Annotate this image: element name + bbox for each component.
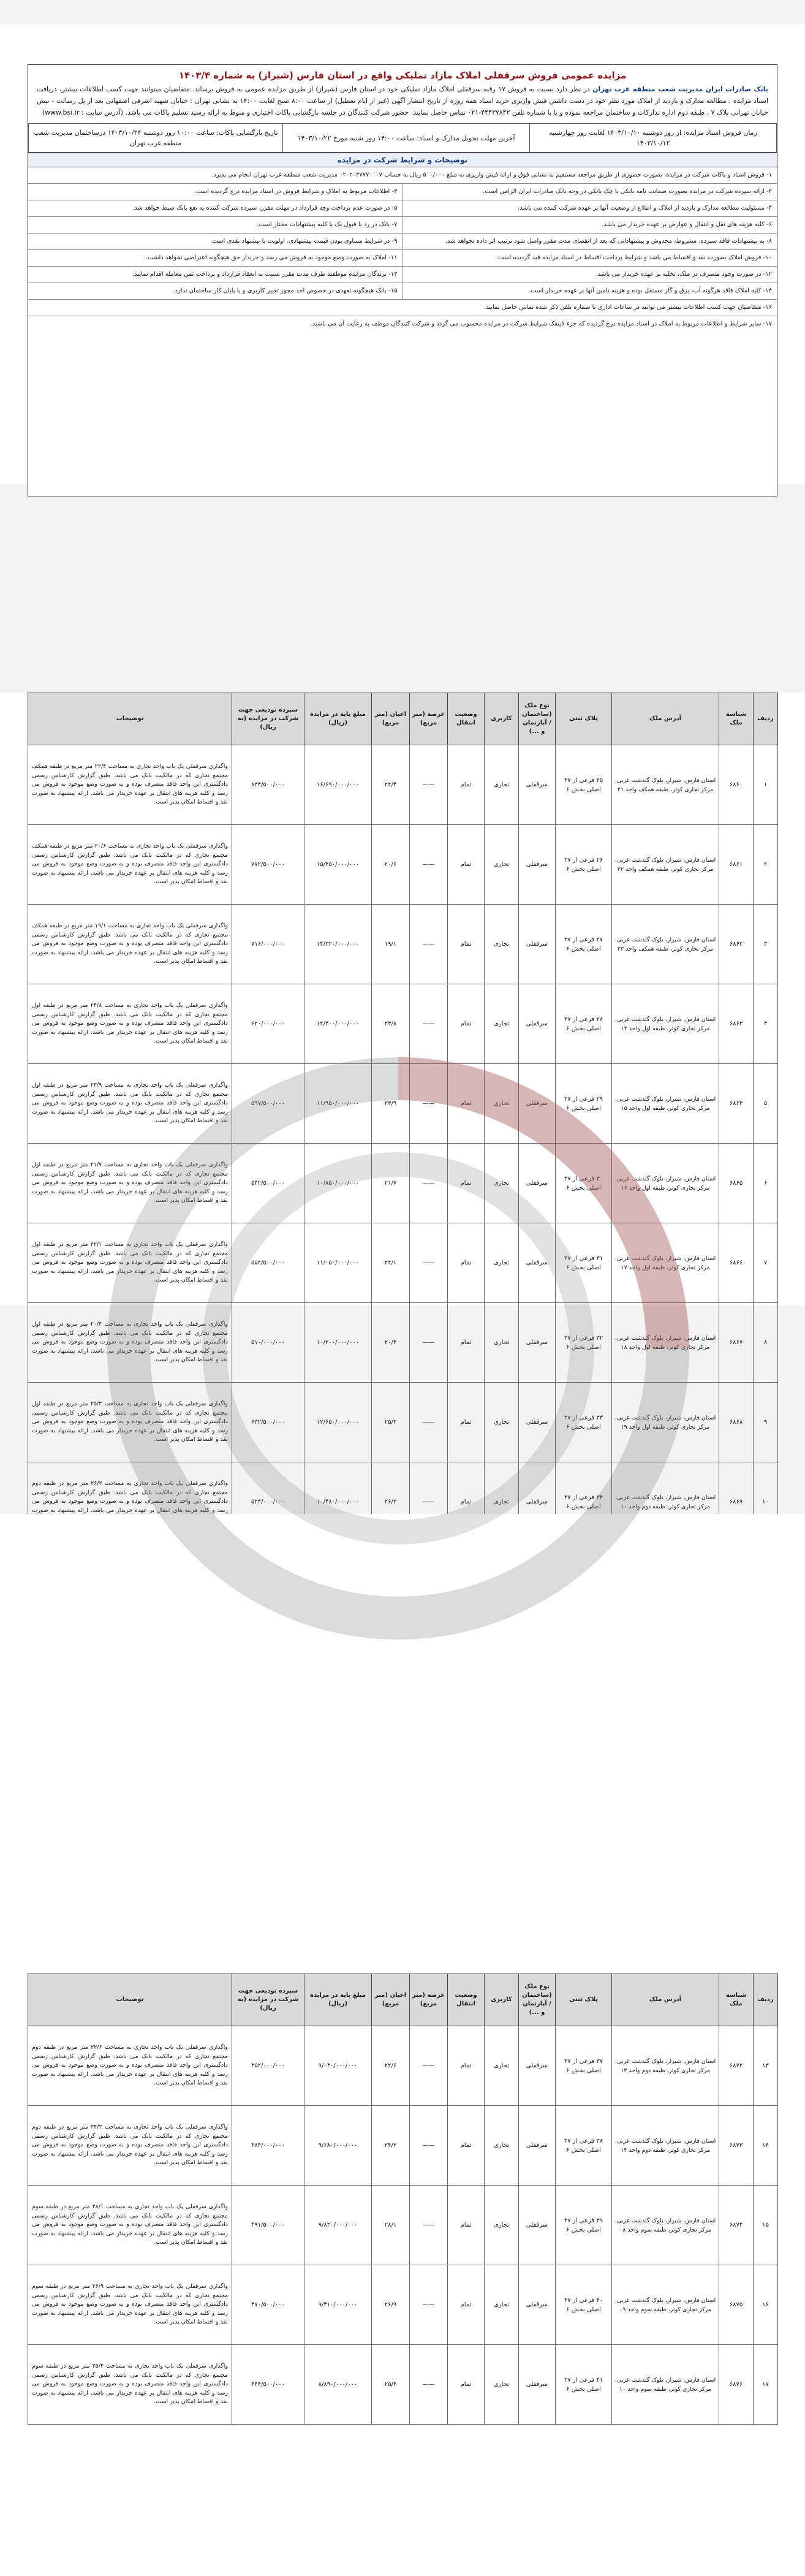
cell-deed: ۳۱ فرعی از ۳۷ اصلی بخش ۶	[556, 1223, 612, 1303]
cell-area-land: ——	[410, 1223, 448, 1303]
cell-doc: تمام	[448, 745, 485, 825]
cell-deed: ۴۱ فرعی از ۳۷ اصلی بخش ۶	[556, 2345, 612, 2425]
cell-doc: تمام	[448, 1462, 485, 1542]
cell-description: واگذاری سرقفلی یک باب واحد تجاری به مساحت ۱۹/۱ متر مربع در طبقه همکف مجتمع تجاری که در مالکیت بانک می باشد. طبق گزارش کارشناس رسمی دادگستری این واحد فاقد متصرف بوده و به صورت وضع موجود به فروش می رسد و کلیه هزینه های انتقال بر عهده خریدار می باشد. ارائه پیشنهاد به صورت نقد و اقساط امکان پذیر است.	[28, 905, 232, 984]
cell-deposit: ۷۷۲/۵۰۰/۰۰۰	[232, 825, 304, 905]
notes-row	[28, 217, 777, 234]
cell-description: واگذاری سرقفلی یک باب واحد تجاری به مساحت ۲۸/۱ متر مربع در طبقه سوم مجتمع تجاری که در مالکیت بانک می باشد. طبق گزارش کارشناس رسمی دادگستری این واحد فاقد متصرف بوده و به صورت وضع موجود به فروش می رسد و کلیه هزینه های انتقال بر عهده خریدار می باشد. ارائه پیشنهاد به صورت نقد و اقساط امکان پذیر است.	[28, 2186, 232, 2265]
cell-area-building: ۲۲/۴	[372, 745, 410, 825]
cell-deed: ۳۴ فرعی از ۳۷ اصلی بخش ۶	[556, 1462, 612, 1542]
column-header-area-building: اعیان (متر مربع)	[372, 693, 410, 745]
listing-header-row	[28, 1974, 778, 2026]
listing-table-part-2	[28, 1974, 778, 2425]
cell-area-building: ۲۵/۳	[372, 1383, 410, 1462]
table-row	[28, 2186, 778, 2265]
column-header-type: نوع ملک (ساختمان / آپارتمان و ...)	[519, 693, 556, 745]
announcement-title: مزایده عمومی فروش سرقفلی املاک مازاد تملیکی واقع در استان فارس (شیراز) به شماره ۱۴۰۳/۴	[178, 70, 627, 81]
note-6: ۶- کلیه هزینه های نقل و انتقال و عوارض بر عهده خریدار می باشد.	[402, 217, 777, 233]
deadline-value: ساعت ۱۴:۰۰ روز شنبه مورخ ۱۴۰۳/۱۰/۲۲	[297, 134, 415, 142]
cell-description: واگذاری سرقفلی یک باب واحد تجاری به مساحت ۲۱/۷ متر مربع در طبقه اول مجتمع تجاری که در مالکیت بانک می باشد. طبق گزارش کارشناس رسمی دادگستری این واحد فاقد متصرف بوده و به صورت وضع موجود به فروش می رسد و کلیه هزینه های انتقال بر عهده خریدار می باشد. ارائه پیشنهاد به صورت نقد و اقساط امکان پذیر است.	[28, 1144, 232, 1223]
cell-area-land: ——	[410, 1462, 448, 1542]
opening-label: تاریخ بازگشایی پاکات:	[216, 129, 278, 137]
notes-list	[28, 167, 777, 332]
cell-area-land: ——	[410, 1064, 448, 1144]
cell-area-building: ۲۶/۹	[372, 2265, 410, 2345]
cell-doc: تمام	[448, 2106, 485, 2186]
cell-code: ۶۸۶۹	[719, 1462, 754, 1542]
cell-base-price: ۱۲/۶۵۰/۰۰۰/۰۰۰	[304, 1383, 372, 1462]
table-row	[28, 1144, 778, 1223]
cell-base-price: ۱۲/۴۰۰/۰۰۰/۰۰۰	[304, 984, 372, 1064]
note-14: ۱۴- کلیه املاک فاقد هرگونه آب، برق و گاز مستقل بوده و هزینه تامین آنها بر عهده خریدار است.	[402, 283, 777, 299]
cell-address: استان فارس، شیراز، بلوک گلدشت غربی، مرکز تجاری کوثر، طبقه سوم واحد ۰۹	[612, 2265, 719, 2345]
cell-row: ۲	[754, 825, 778, 905]
cell-usage: تجاری	[485, 1144, 519, 1223]
cell-description: واگذاری سرقفلی یک باب واحد تجاری به مساحت ۲۶/۹ متر مربع در طبقه سوم مجتمع تجاری که در مالکیت بانک می باشد. طبق گزارش کارشناس رسمی دادگستری این واحد فاقد متصرف بوده و به صورت وضع موجود به فروش می رسد و کلیه هزینه های انتقال بر عهده خریدار می باشد. ارائه پیشنهاد به صورت نقد و اقساط امکان پذیر است.	[28, 2265, 232, 2345]
cell-code: ۶۸۶۳	[719, 984, 754, 1064]
cell-usage: تجاری	[485, 1064, 519, 1144]
cell-doc: تمام	[448, 1223, 485, 1303]
column-header-deposit: سپرده تودیعی جهت شرکت در مزایده (به ریال)	[232, 1974, 304, 2026]
listing-header-row	[28, 693, 778, 745]
cell-code: ۶۸۷۶	[719, 2345, 754, 2425]
sale-period-value: از روز دوشنبه ۱۴۰۳/۱۰/۱۰ لغایت روز چهارشنبه ۱۴۰۳/۱۰/۱۲	[549, 129, 682, 147]
cell-area-building: ۲۲/۱	[372, 1223, 410, 1303]
table-row	[28, 1383, 778, 1462]
cell-deposit: ۴۸۴/۰۰۰/۰۰۰	[232, 2106, 304, 2186]
cell-base-price: ۱۱/۰۵۰/۰۰۰/۰۰۰	[304, 1223, 372, 1303]
cell-row: ۱۳	[754, 2026, 778, 2106]
cell-description: واگذاری سرقفلی یک باب واحد تجاری به مساحت ۲۴/۲ متر مربع در طبقه دوم مجتمع تجاری که در مالکیت بانک می باشد. طبق گزارش کارشناس رسمی دادگستری این واحد فاقد متصرف بوده و به صورت وضع موجود به فروش می رسد و کلیه هزینه های انتقال بر عهده خریدار می باشد. ارائه پیشنهاد به صورت نقد و اقساط امکان پذیر است.	[28, 2106, 232, 2186]
cell-deposit: ۵۱۰/۰۰۰/۰۰۰	[232, 1303, 304, 1383]
schedule-table	[28, 123, 777, 153]
listing-table-wrap	[28, 1974, 778, 2425]
cell-base-price: ۹/۴۱۰/۰۰۰/۰۰۰	[304, 2265, 372, 2345]
cell-description: واگذاری سرقفلی یک باب واحد تجاری به مساحت ۲۴/۸ متر مربع در طبقه اول مجتمع تجاری که در مالکیت بانک می باشد. طبق گزارش کارشناس رسمی دادگستری این واحد فاقد متصرف بوده و به صورت وضع موجود به فروش می رسد و کلیه هزینه های انتقال بر عهده خریدار می باشد. ارائه پیشنهاد به صورت نقد و اقساط امکان پذیر است.	[28, 984, 232, 1064]
table-row	[28, 1064, 778, 1144]
column-header-usage: کاربری	[485, 693, 519, 745]
page-3	[0, 1514, 805, 2576]
cell-deposit: ۴۹۱/۵۰۰/۰۰۰	[232, 2186, 304, 2265]
cell-usage: تجاری	[485, 905, 519, 984]
cell-code: ۶۸۶۵	[719, 1144, 754, 1223]
column-header-type: نوع ملک (ساختمان / آپارتمان و ...)	[519, 1974, 556, 2026]
cell-base-price: ۱۰/۴۸۰/۰۰۰/۰۰۰	[304, 1462, 372, 1542]
cell-base-price: ۹/۰۴۰/۰۰۰/۰۰۰	[304, 2026, 372, 2106]
cell-type: سرقفلی	[519, 2265, 556, 2345]
cell-address: استان فارس، شیراز، بلوک گلدشت غربی، مرکز تجاری کوثر، طبقه اول واحد ۱۴	[612, 984, 719, 1064]
cell-usage: تجاری	[485, 2026, 519, 2106]
cell-type: سرقفلی	[519, 984, 556, 1064]
cell-address: استان فارس، شیراز، بلوک گلدشت غربی، مرکز تجاری کوثر، طبقه همکف واحد ۲۱	[612, 745, 719, 825]
cell-code: ۶۸۷۵	[719, 2265, 754, 2345]
cell-code: ۶۸۶۲	[719, 905, 754, 984]
cell-type: سرقفلی	[519, 1223, 556, 1303]
notes-row	[28, 200, 777, 217]
cell-type: سرقفلی	[519, 1064, 556, 1144]
cell-address: استان فارس، شیراز، بلوک گلدشت غربی، مرکز تجاری کوثر، طبقه سوم واحد ۱۰	[612, 2345, 719, 2425]
column-header-doc: وضعیت انتقال	[448, 693, 485, 745]
table-row	[28, 984, 778, 1064]
page-2	[0, 693, 805, 1514]
cell-usage: تجاری	[485, 1462, 519, 1542]
note-1: ۱- فروش اسناد و پاکات شرکت در مزایده، بصورت حضوری از طریق مراجعه مستقیم به نشانی فوق و ارائه فیش واریزی به مبلغ ۵۰۰/۰۰۰ ریال به حساب ۰۲۰۲۰۳۷۷۷۰۰۰۷ مدیریت شعب منطقه غرب تهران انجام می پذیرد.	[28, 167, 777, 184]
cell-deed: ۳۷ فرعی از ۳۷ اصلی بخش ۶	[556, 2026, 612, 2106]
cell-code: ۶۸۶۰	[719, 745, 754, 825]
cell-area-building: ۲۱/۷	[372, 1144, 410, 1223]
cell-deposit: ۵۹۷/۵۰۰/۰۰۰	[232, 1064, 304, 1144]
cell-area-building: ۲۰/۴	[372, 1303, 410, 1383]
cell-row: ۷	[754, 1223, 778, 1303]
deadline-label: آخرین مهلت تحویل مدارک و اسناد:	[417, 134, 515, 142]
cell-type: سرقفلی	[519, 2345, 556, 2425]
cell-description: واگذاری سرقفلی یک باب واحد تجاری به مساحت ۲۶/۲ متر مربع در طبقه دوم مجتمع تجاری که در مالکیت بانک می باشد. طبق گزارش کارشناس رسمی دادگستری این واحد فاقد متصرف بوده و به صورت وضع موجود به فروش می رسد و کلیه هزینه های انتقال بر عهده خریدار می باشد. ارائه پیشنهاد به صورت	[28, 1462, 232, 1542]
cell-deed: ۳۳ فرعی از ۳۷ اصلی بخش ۶	[556, 1383, 612, 1462]
note-12: ۱۲- در صورت وجود متصرف در ملک، تخلیه بر عهده خریدار می باشد.	[402, 267, 777, 283]
cell-code: ۶۸۶۷	[719, 1303, 754, 1383]
cell-doc: تمام	[448, 2186, 485, 2265]
notes-row	[28, 234, 777, 250]
cell-code: ۶۸۷۲	[719, 2026, 754, 2106]
cell-area-land: ——	[410, 2106, 448, 2186]
table-row	[28, 2345, 778, 2425]
cell-area-building: ۲۶/۲	[372, 1462, 410, 1542]
column-header-area-land: عرصه (متر مربع)	[410, 693, 448, 745]
cell-deposit: ۵۵۲/۵۰۰/۰۰۰	[232, 1223, 304, 1303]
cell-deed: ۲۷ فرعی از ۳۷ اصلی بخش ۶	[556, 905, 612, 984]
announcement-frame	[28, 64, 777, 496]
cell-doc: تمام	[448, 2026, 485, 2106]
table-row	[28, 745, 778, 825]
cell-doc: تمام	[448, 1144, 485, 1223]
cell-code: ۶۸۶۶	[719, 1223, 754, 1303]
cell-doc: تمام	[448, 984, 485, 1064]
notes-row	[28, 184, 777, 200]
column-header-description: توضیحات	[28, 693, 232, 745]
cell-usage: تجاری	[485, 2265, 519, 2345]
cell-deposit: ۵۲۴/۰۰۰/۰۰۰	[232, 1462, 304, 1542]
note-9: ۹- در شرایط مساوی بودن قیمت پیشنهادی، اولویت با پیشنهاد نقدی است.	[210, 238, 398, 245]
cell-deed: ۳۰ فرعی از ۳۷ اصلی بخش ۶	[556, 1144, 612, 1223]
cell-type: سرقفلی	[519, 825, 556, 905]
cell-type: سرقفلی	[519, 745, 556, 825]
cell-area-building: ۱۹/۱	[372, 905, 410, 984]
announcement-intro	[28, 83, 777, 123]
cell-type: سرقفلی	[519, 1303, 556, 1383]
cell-usage: تجاری	[485, 1223, 519, 1303]
cell-area-land: ——	[410, 825, 448, 905]
cell-area-land: ——	[410, 905, 448, 984]
cell-area-building: ۲۲/۶	[372, 2026, 410, 2106]
cell-type: سرقفلی	[519, 905, 556, 984]
note-10: ۱۰- فروش املاک بصورت نقد و اقساط می باشد و شرایط پرداخت اقساط در اسناد مزایده قید گردیده است.	[402, 250, 777, 266]
cell-row: ۱	[754, 745, 778, 825]
cell-deposit: ۸۳۴/۵۰۰/۰۰۰	[232, 745, 304, 825]
deadline-cell	[283, 124, 530, 153]
column-header-doc: وضعیت انتقال	[448, 1974, 485, 2026]
cell-description: واگذاری سرقفلی یک باب واحد تجاری به مساحت ۲۵/۴ متر مربع در طبقه سوم مجتمع تجاری که در مالکیت بانک می باشد. طبق گزارش کارشناس رسمی دادگستری این واحد فاقد متصرف بوده و به صورت وضع موجود به فروش می رسد و کلیه هزینه های انتقال بر عهده خریدار می باشد. ارائه پیشنهاد به صورت نقد و اقساط امکان پذیر است.	[28, 2345, 232, 2425]
column-header-address: آدرس ملک	[612, 693, 719, 745]
notes-row	[28, 267, 777, 283]
cell-deposit: ۴۵۲/۰۰۰/۰۰۰	[232, 2026, 304, 2106]
cell-description: واگذاری سرقفلی یک باب واحد تجاری به مساحت ۲۰/۴ متر مربع در طبقه اول مجتمع تجاری که در مالکیت بانک می باشد. طبق گزارش کارشناس رسمی دادگستری این واحد فاقد متصرف بوده و به صورت وضع موجود به فروش می رسد و کلیه هزینه های انتقال بر عهده خریدار می باشد. ارائه پیشنهاد به صورت نقد و اقساط امکان پذیر است.	[28, 1303, 232, 1383]
cell-deed: ۲۸ فرعی از ۳۷ اصلی بخش ۶	[556, 984, 612, 1064]
cell-deposit: ۵۴۲/۵۰۰/۰۰۰	[232, 1144, 304, 1223]
cell-usage: تجاری	[485, 1303, 519, 1383]
cell-row: ۵	[754, 1064, 778, 1144]
cell-area-building: ۲۴/۲	[372, 2106, 410, 2186]
cell-base-price: ۱۵/۴۵۰/۰۰۰/۰۰۰	[304, 825, 372, 905]
cell-deposit: ۶۳۲/۵۰۰/۰۰۰	[232, 1383, 304, 1462]
cell-type: سرقفلی	[519, 1144, 556, 1223]
cell-type: سرقفلی	[519, 2106, 556, 2186]
cell-usage: تجاری	[485, 745, 519, 825]
cell-base-price: ۱۴/۳۲۰/۰۰۰/۰۰۰	[304, 905, 372, 984]
cell-doc: تمام	[448, 2265, 485, 2345]
column-header-base-price: مبلغ پایه در مزایده (ریال)	[304, 1974, 372, 2026]
table-row	[28, 1303, 778, 1383]
cell-deed: ۲۵ فرعی از ۳۷ اصلی بخش ۶	[556, 745, 612, 825]
cell-row: ۱۷	[754, 2345, 778, 2425]
column-header-usage: کاربری	[485, 1974, 519, 2026]
cell-usage: تجاری	[485, 2186, 519, 2265]
bank-name: بانک صادرات ایران مدیریت شعب منطقه غرب تهران	[592, 85, 769, 93]
note-2: ۲- ارائه سپرده شرکت در مزایده بصورت ضمانت نامه بانکی یا چک بانکی در وجه بانک صادرات ایران الزامی است.	[402, 184, 777, 200]
cell-area-land: ——	[410, 2186, 448, 2265]
cell-code: ۶۸۷۳	[719, 2106, 754, 2186]
column-header-base-price: مبلغ پایه در مزایده (ریال)	[304, 693, 372, 745]
column-header-deposit: سپرده تودیعی جهت شرکت در مزایده (به ریال)	[232, 693, 304, 745]
cell-code: ۶۸۷۴	[719, 2186, 754, 2265]
table-row	[28, 2026, 778, 2106]
cell-base-price: ۱۰/۸۵۰/۰۰۰/۰۰۰	[304, 1144, 372, 1223]
column-header-area-land: عرصه (متر مربع)	[410, 1974, 448, 2026]
table-row	[28, 825, 778, 905]
cell-address: استان فارس، شیراز، بلوک گلدشت غربی، مرکز تجاری کوثر، طبقه اول واحد ۱۷	[612, 1223, 719, 1303]
cell-row: ۱۵	[754, 2186, 778, 2265]
cell-base-price: ۱۱/۹۵۰/۰۰۰/۰۰۰	[304, 1064, 372, 1144]
cell-area-land: ——	[410, 1383, 448, 1462]
cell-description: واگذاری سرقفلی یک باب واحد تجاری به مساحت ۲۲/۶ متر مربع در طبقه دوم مجتمع تجاری که در مالکیت بانک می باشد. طبق گزارش کارشناس رسمی دادگستری این واحد فاقد متصرف بوده و به صورت وضع موجود به فروش می رسد و کلیه هزینه های انتقال بر عهده خریدار می باشد. ارائه پیشنهاد به صورت نقد و اقساط امکان پذیر است.	[28, 2026, 232, 2106]
note-17: ۱۷- سایر شرایط و اطلاعات مربوط به املاک در اسناد مزایده درج گردیده که جزء لاینفک شرایط شرکت در مزایده محسوب می گردد و شرکت کنندگان موظف به رعایت آن می باشند.	[310, 321, 772, 327]
cell-type: سرقفلی	[519, 1383, 556, 1462]
cell-row: ۹	[754, 1383, 778, 1462]
cell-description: واگذاری سرقفلی یک باب واحد تجاری به مساحت ۲۰/۶ متر مربع در طبقه همکف مجتمع تجاری که در مالکیت بانک می باشد. طبق گزارش کارشناس رسمی دادگستری این واحد فاقد متصرف بوده و به صورت وضع موجود به فروش می رسد و کلیه هزینه های انتقال بر عهده خریدار می باشد. ارائه پیشنهاد به صورت نقد و اقساط امکان پذیر است.	[28, 825, 232, 905]
cell-deed: ۳۸ فرعی از ۳۷ اصلی بخش ۶	[556, 2106, 612, 2186]
opening-value: ساعت ۱۰:۰۰ روز دوشنبه ۱۴۰۳/۱۰/۲۴ درساختمان مدیریت شعب منطقه غرب تهران	[33, 129, 214, 147]
cell-deed: ۲۹ فرعی از ۳۷ اصلی بخش ۶	[556, 1064, 612, 1144]
table-row	[28, 2106, 778, 2186]
cell-usage: تجاری	[485, 2106, 519, 2186]
cell-area-land: ——	[410, 2345, 448, 2425]
column-header-area-building: اعیان (متر مربع)	[372, 1974, 410, 2026]
cell-description: واگذاری سرقفلی یک باب واحد تجاری به مساحت ۲۲/۴ متر مربع در طبقه همکف مجتمع تجاری که در مالکیت بانک می باشد. طبق گزارش کارشناس رسمی دادگستری این واحد فاقد متصرف بوده و به صورت وضع موجود به فروش می رسد و کلیه هزینه های انتقال بر عهده خریدار می باشد. ارائه پیشنهاد به صورت نقد و اقساط امکان پذیر است.	[28, 745, 232, 825]
page-gap	[0, 484, 805, 693]
note-13: ۱۳- برندگان مزایده موظفند ظرف مدت مقرر نسبت به انعقاد قرارداد و پرداخت ثمن معامله اقدام نمایند.	[132, 271, 398, 278]
cell-row: ۱۴	[754, 2106, 778, 2186]
cell-deed: ۳۹ فرعی از ۳۷ اصلی بخش ۶	[556, 2186, 612, 2265]
cell-deposit: ۴۴۴/۵۰۰/۰۰۰	[232, 2345, 304, 2425]
note-16: ۱۶- متقاضیان جهت کسب اطلاعات بیشتر می توانند در ساعات اداری با شماره تلفن ذکر شده تماس حاصل نمایند.	[28, 300, 777, 316]
column-header-row: ردیف	[754, 1974, 778, 2026]
column-header-address: آدرس ملک	[612, 1974, 719, 2026]
cell-row: ۳	[754, 905, 778, 984]
note-15: ۱۵- بانک هیچگونه تعهدی در خصوص اخذ مجوز تغییر کاربری و یا پایان کار ساختمان ندارد.	[173, 287, 398, 294]
notes-row	[28, 283, 777, 300]
cell-base-price: ۹/۸۳۰/۰۰۰/۰۰۰	[304, 2186, 372, 2265]
cell-type: سرقفلی	[519, 1462, 556, 1542]
cell-row: ۱۰	[754, 1462, 778, 1542]
note-3: ۳- اطلاعات مربوط به املاک و شرایط فروش در اسناد مزایده درج گردیده است.	[194, 188, 398, 195]
cell-code: ۶۸۶۱	[719, 825, 754, 905]
cell-address: استان فارس، شیراز، بلوک گلدشت غربی، مرکز تجاری کوثر، طبقه سوم واحد ۰۸	[612, 2186, 719, 2265]
table-row	[28, 905, 778, 984]
cell-doc: تمام	[448, 1064, 485, 1144]
cell-code: ۶۸۶۸	[719, 1383, 754, 1462]
cell-description: واگذاری سرقفلی یک باب واحد تجاری به مساحت ۲۵/۳ متر مربع در طبقه اول مجتمع تجاری که در مالکیت بانک می باشد. طبق گزارش کارشناس رسمی دادگستری این واحد فاقد متصرف بوده و به صورت وضع موجود به فروش می رسد و کلیه هزینه های انتقال بر عهده خریدار می باشد. ارائه پیشنهاد به صورت نقد و اقساط امکان پذیر است.	[28, 1383, 232, 1462]
cell-address: استان فارس، شیراز، بلوک گلدشت غربی، مرکز تجاری کوثر، طبقه دوم واحد ۱۳	[612, 2026, 719, 2106]
cell-base-price: ۱۰/۲۰۰/۰۰۰/۰۰۰	[304, 1303, 372, 1383]
cell-deed: ۲۶ فرعی از ۳۷ اصلی بخش ۶	[556, 825, 612, 905]
notes-row	[28, 250, 777, 267]
cell-row: ۸	[754, 1303, 778, 1383]
sale-period-label: زمان فروش اسناد مزایده:	[683, 129, 757, 137]
cell-area-building: ۲۵/۴	[372, 2345, 410, 2425]
cell-code: ۶۸۶۴	[719, 1064, 754, 1144]
cell-row: ۱۶	[754, 2265, 778, 2345]
sale-period-cell	[530, 124, 777, 153]
cell-area-building: ۲۴/۸	[372, 984, 410, 1064]
notes-title: توضیحات و شرایط شرکت در مزایده	[28, 153, 777, 167]
cell-type: سرقفلی	[519, 2186, 556, 2265]
cell-deposit: ۷۱۶/۰۰۰/۰۰۰	[232, 905, 304, 984]
cell-area-building: ۲۰/۶	[372, 825, 410, 905]
cell-address: استان فارس، شیراز، بلوک گلدشت غربی، مرکز تجاری کوثر، طبقه اول واحد ۱۸	[612, 1303, 719, 1383]
cell-address: استان فارس، شیراز، بلوک گلدشت غربی، مرکز تجاری کوثر، طبقه دوم واحد ۱۰	[612, 1462, 719, 1542]
cell-usage: تجاری	[485, 825, 519, 905]
cell-area-land: ——	[410, 1303, 448, 1383]
note-5: ۵- در صورت عدم پرداخت وجه قرارداد در مهلت مقرر، سپرده شرکت کننده به نفع بانک ضبط خواهد شد.	[132, 205, 398, 211]
intro-text: در نظر دارد نسبت به فروش ۱۷ رقبه سرقفلی املاک مازاد تملیکی خود در استان فارس (شیراز) از طریق مزایده عمومی به فروش برساند. متقاضیان میتوانند جهت کسب اطلاعات بیشتر، دریافت اسناد مزایده ، مطالعه مدارک و بازدید از املاک مورد نظر خود در دست داشتن فیش واریزی خرید اسناد همه روزه از تاریخ انتشار آگهی (غیر از ایام تعطیل) از ساعت ۸:۰۰ صبح لغایت ۱۴:۰۰ به نشانی تهران : خیابان شهید اشرفی اصفهانی بعد از پل رسالت - نبش خیابان تهرانی پلاک ۷ ، طبقه دوم اداره تدارکات و ساختمان مراجعه نموده و یا با شماره تلفن ۴۴۴۳۷۸۴۲-۰۲۱ تماس حاصل نمایند. حضور شرکت کنندگان در جلسه بازگشایی پاکات اختیاری و منوط به ارائه رسید تسلیم پاکات می باشد. (آدرس سایت : www.bsi.ir)	[37, 85, 768, 116]
cell-row: ۶	[754, 1144, 778, 1223]
column-header-deed: پلاک ثبتی	[556, 693, 612, 745]
cell-address: استان فارس، شیراز، بلوک گلدشت غربی، مرکز تجاری کوثر، طبقه همکف واحد ۲۲	[612, 825, 719, 905]
column-header-row: ردیف	[754, 693, 778, 745]
cell-address: استان فارس، شیراز، بلوک گلدشت غربی، مرکز تجاری کوثر، طبقه اول واحد ۱۵	[612, 1064, 719, 1144]
cell-description: واگذاری سرقفلی یک باب واحد تجاری به مساحت ۲۲/۱ متر مربع در طبقه اول مجتمع تجاری که در مالکیت بانک می باشد. طبق گزارش کارشناس رسمی دادگستری این واحد فاقد متصرف بوده و به صورت وضع موجود به فروش می رسد و کلیه هزینه های انتقال بر عهده خریدار می باشد. ارائه پیشنهاد به صورت نقد و اقساط امکان پذیر است.	[28, 1223, 232, 1303]
cell-deposit: ۶۲۰/۰۰۰/۰۰۰	[232, 984, 304, 1064]
cell-area-land: ——	[410, 984, 448, 1064]
opening-cell	[29, 124, 283, 153]
cell-area-land: ——	[410, 745, 448, 825]
cell-address: استان فارس، شیراز، بلوک گلدشت غربی، مرکز تجاری کوثر، طبقه همکف واحد ۲۳	[612, 905, 719, 984]
cell-area-building: ۲۸/۱	[372, 2186, 410, 2265]
cell-doc: تمام	[448, 1303, 485, 1383]
cell-deed: ۴۰ فرعی از ۳۷ اصلی بخش ۶	[556, 2265, 612, 2345]
cell-doc: تمام	[448, 2345, 485, 2425]
cell-base-price: ۸/۸۹۰/۰۰۰/۰۰۰	[304, 2345, 372, 2425]
cell-row: ۴	[754, 984, 778, 1064]
column-header-description: توضیحات	[28, 1974, 232, 2026]
cell-doc: تمام	[448, 1383, 485, 1462]
page-gap	[0, 0, 805, 25]
column-header-deed: پلاک ثبتی	[556, 1974, 612, 2026]
cell-area-land: ——	[410, 1144, 448, 1223]
cell-area-land: ——	[410, 2265, 448, 2345]
cell-address: استان فارس، شیراز، بلوک گلدشت غربی، مرکز تجاری کوثر، طبقه اول واحد ۱۶	[612, 1144, 719, 1223]
cell-base-price: ۹/۶۸۰/۰۰۰/۰۰۰	[304, 2106, 372, 2186]
note-8: ۸- به پیشنهادات فاقد سپرده، مشروط، مخدوش و پیشنهاداتی که بعد از انقضای مدت مقرر واصل شود ترتیب اثر داده نخواهد شد.	[402, 234, 777, 249]
cell-deed: ۳۲ فرعی از ۳۷ اصلی بخش ۶	[556, 1303, 612, 1383]
cell-usage: تجاری	[485, 2345, 519, 2425]
cell-doc: تمام	[448, 905, 485, 984]
cell-usage: تجاری	[485, 1383, 519, 1462]
cell-description: واگذاری سرقفلی یک باب واحد تجاری به مساحت ۲۳/۹ متر مربع در طبقه اول مجتمع تجاری که در مالکیت بانک می باشد. طبق گزارش کارشناس رسمی دادگستری این واحد فاقد متصرف بوده و به صورت وضع موجود به فروش می رسد و کلیه هزینه های انتقال بر عهده خریدار می باشد. ارائه پیشنهاد به صورت نقد و اقساط امکان پذیر است.	[28, 1064, 232, 1144]
column-header-code: شناسه ملک	[719, 693, 754, 745]
column-header-code: شناسه ملک	[719, 1974, 754, 2026]
note-7: ۷- بانک در رد یا قبول یک یا کلیه پیشنهادات مختار است.	[257, 221, 398, 228]
cell-address: استان فارس، شیراز، بلوک گلدشت غربی، مرکز تجاری کوثر، طبقه اول واحد ۱۹	[612, 1383, 719, 1462]
note-11: ۱۱- املاک به صورت وضع موجود به فروش می رسد و خریدار حق هیچگونه اعتراضی نخواهد داشت.	[146, 254, 398, 261]
cell-address: استان فارس، شیراز، بلوک گلدشت غربی، مرکز تجاری کوثر، طبقه دوم واحد ۱۴	[612, 2106, 719, 2186]
note-4: ۴- مسئولیت مطالعه مدارک و بازدید از املاک و اطلاع از وضعیت آنها بر عهده شرکت کننده می باشد.	[402, 200, 777, 216]
cell-usage: تجاری	[485, 984, 519, 1064]
cell-area-building: ۲۳/۹	[372, 1064, 410, 1144]
cell-base-price: ۱۶/۶۹۰/۰۰۰/۰۰۰	[304, 745, 372, 825]
table-row	[28, 2265, 778, 2345]
table-row	[28, 1223, 778, 1303]
cell-doc: تمام	[448, 825, 485, 905]
cell-area-land: ——	[410, 2026, 448, 2106]
cell-type: سرقفلی	[519, 2026, 556, 2106]
page-1	[0, 25, 805, 484]
cell-deposit: ۴۷۰/۵۰۰/۰۰۰	[232, 2265, 304, 2345]
